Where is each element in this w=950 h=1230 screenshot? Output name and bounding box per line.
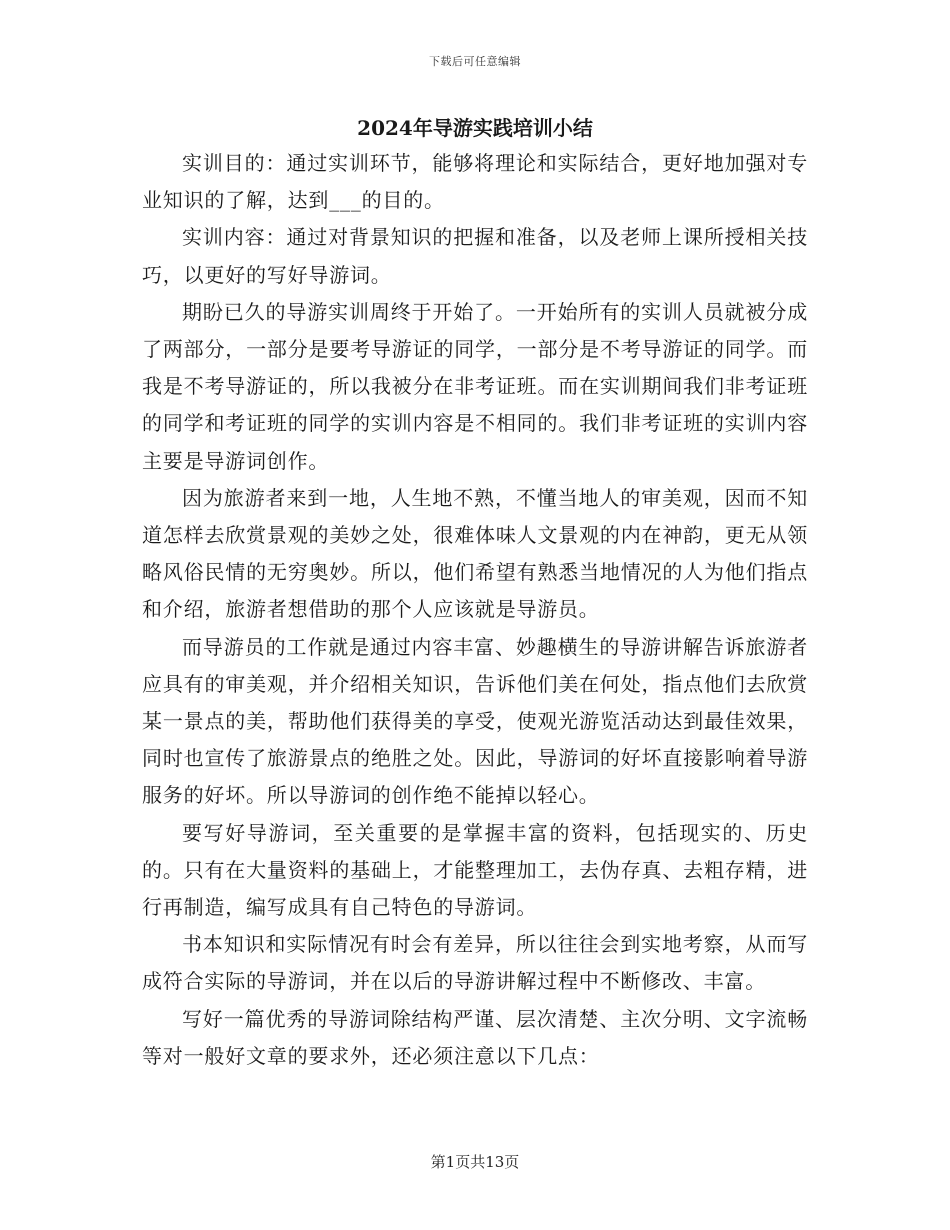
paragraph: 实训内容：通过对背景知识的把握和准备，以及老师上课所授相关技巧，以更好的写好导游词。 <box>142 225 808 287</box>
paragraph: 因为旅游者来到一地，人生地不熟，不懂当地人的审美观，因而不知道怎样去欣赏景观的美妙之处，很难体味人文景观的内在神韵，更无从领略风俗民情的无穷奥妙。所以，他们希望有熟悉当地情况的人为他们指点和介绍，旅游者想借助的那个人应该就是导游员。 <box>142 485 808 622</box>
paragraph: 期盼已久的导游实训周终于开始了。一开始所有的实训人员就被分成了两部分，一部分是要考导游证的同学，一部分是不考导游证的同学。而我是不考导游证的，所以我被分在非考证班。而在实训期间我们非考证班的同学和考证班的同学的实训内容是不相同的。我们非考证班的实训内容主要是导游词创作。 <box>142 299 808 473</box>
paragraph: 写好一篇优秀的导游词除结构严谨、层次清楚、主次分明、文字流畅等对一般好文章的要求外，还必须注意以下几点： <box>142 1006 808 1068</box>
paragraph: 要写好导游词，至关重要的是掌握丰富的资料，包括现实的、历史的。只有在大量资料的基础上，才能整理加工，去伪存真、去粗存精，进行再制造，编写成具有自己特色的导游词。 <box>142 820 808 920</box>
document-body <box>142 145 808 1075</box>
paragraph: 实训目的：通过实训环节，能够将理论和实际结合，更好地加强对专业知识的了解，达到___的目的。 <box>142 151 808 213</box>
paragraph: 而导游员的工作就是通过内容丰富、妙趣横生的导游讲解告诉旅游者应具有的审美观，并介绍相关知识，告诉他们美在何处，指点他们去欣赏某一景点的美，帮助他们获得美的享受，使观光游览活动达到最佳效果，同时也宣传了旅游景点的绝胜之处。因此，导游词的好坏直接影响着导游服务的好坏。所以导游词的创作绝不能掉以轻心。 <box>142 634 808 808</box>
page-number: 第1页共13页 <box>430 1153 520 1171</box>
document-title: 2024年导游实践培训小结 <box>357 116 593 140</box>
header-note: 下载后可任意编辑 <box>429 55 521 68</box>
paragraph: 书本知识和实际情况有时会有差异，所以往往会到实地考察，从而写成符合实际的导游词，并在以后的导游讲解过程中不断修改、丰富。 <box>142 932 808 994</box>
